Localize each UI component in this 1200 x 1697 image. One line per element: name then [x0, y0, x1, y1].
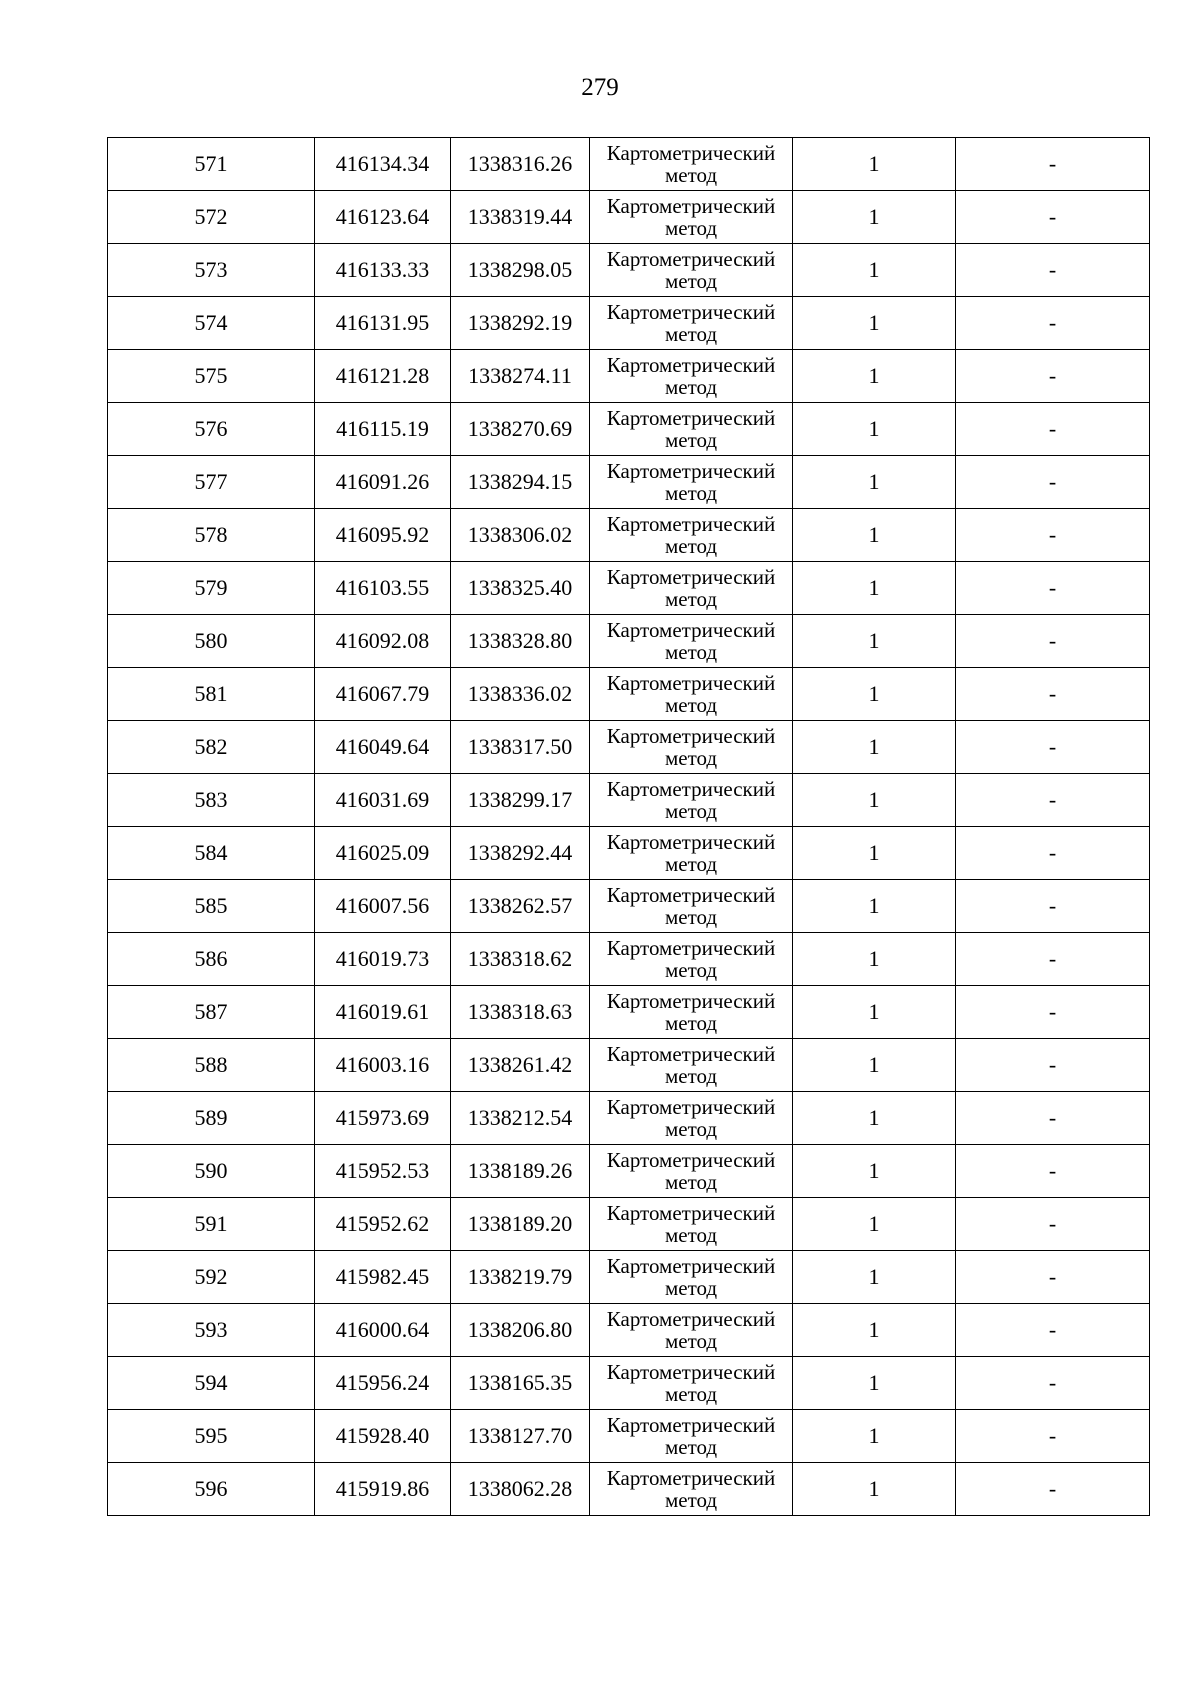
point-number-cell: 592 — [108, 1251, 315, 1304]
accuracy-cell: 1 — [793, 880, 956, 933]
point-number-cell: 588 — [108, 1039, 315, 1092]
x-coordinate-cell: 416131.95 — [315, 297, 451, 350]
x-coordinate-cell: 416025.09 — [315, 827, 451, 880]
table-row — [108, 1251, 1150, 1304]
point-number-cell: 581 — [108, 668, 315, 721]
table-row — [108, 1463, 1150, 1516]
x-coordinate-cell: 416003.16 — [315, 1039, 451, 1092]
point-number-cell: 589 — [108, 1092, 315, 1145]
table-row — [108, 986, 1150, 1039]
x-coordinate-cell: 416134.34 — [315, 138, 451, 191]
x-coordinate-cell: 416067.79 — [315, 668, 451, 721]
table-row — [108, 244, 1150, 297]
method-cell: Картометрический метод — [590, 1463, 793, 1516]
x-coordinate-cell: 416123.64 — [315, 191, 451, 244]
table-row — [108, 1304, 1150, 1357]
note-cell: - — [956, 138, 1150, 191]
accuracy-cell: 1 — [793, 1039, 956, 1092]
method-cell: Картометрический метод — [590, 986, 793, 1039]
y-coordinate-cell: 1338318.63 — [451, 986, 590, 1039]
method-cell: Картометрический метод — [590, 297, 793, 350]
y-coordinate-cell: 1338325.40 — [451, 562, 590, 615]
note-cell: - — [956, 615, 1150, 668]
point-number-cell: 591 — [108, 1198, 315, 1251]
method-cell: Картометрический метод — [590, 1039, 793, 1092]
x-coordinate-cell: 416049.64 — [315, 721, 451, 774]
method-cell: Картометрический метод — [590, 456, 793, 509]
note-cell: - — [956, 1092, 1150, 1145]
point-number-cell: 573 — [108, 244, 315, 297]
point-number-cell: 586 — [108, 933, 315, 986]
accuracy-cell: 1 — [793, 1304, 956, 1357]
note-cell: - — [956, 509, 1150, 562]
note-cell: - — [956, 668, 1150, 721]
accuracy-cell: 1 — [793, 1145, 956, 1198]
note-cell: - — [956, 1304, 1150, 1357]
x-coordinate-cell: 415956.24 — [315, 1357, 451, 1410]
method-cell: Картометрический метод — [590, 244, 793, 297]
accuracy-cell: 1 — [793, 297, 956, 350]
method-cell: Картометрический метод — [590, 1410, 793, 1463]
x-coordinate-cell: 415952.62 — [315, 1198, 451, 1251]
point-number-cell: 574 — [108, 297, 315, 350]
y-coordinate-cell: 1338270.69 — [451, 403, 590, 456]
method-cell: Картометрический метод — [590, 191, 793, 244]
point-number-cell: 584 — [108, 827, 315, 880]
note-cell: - — [956, 297, 1150, 350]
note-cell: - — [956, 774, 1150, 827]
note-cell: - — [956, 1198, 1150, 1251]
y-coordinate-cell: 1338317.50 — [451, 721, 590, 774]
y-coordinate-cell: 1338318.62 — [451, 933, 590, 986]
point-number-cell: 579 — [108, 562, 315, 615]
y-coordinate-cell: 1338292.19 — [451, 297, 590, 350]
accuracy-cell: 1 — [793, 933, 956, 986]
y-coordinate-cell: 1338262.57 — [451, 880, 590, 933]
y-coordinate-cell: 1338212.54 — [451, 1092, 590, 1145]
note-cell: - — [956, 880, 1150, 933]
x-coordinate-cell: 416007.56 — [315, 880, 451, 933]
accuracy-cell: 1 — [793, 138, 956, 191]
point-number-cell: 587 — [108, 986, 315, 1039]
x-coordinate-cell: 416031.69 — [315, 774, 451, 827]
x-coordinate-cell: 416092.08 — [315, 615, 451, 668]
method-cell: Картометрический метод — [590, 933, 793, 986]
y-coordinate-cell: 1338298.05 — [451, 244, 590, 297]
x-coordinate-cell: 415919.86 — [315, 1463, 451, 1516]
method-cell: Картометрический метод — [590, 562, 793, 615]
method-cell: Картометрический метод — [590, 1092, 793, 1145]
y-coordinate-cell: 1338189.20 — [451, 1198, 590, 1251]
coordinates-table-body — [108, 138, 1150, 1516]
note-cell: - — [956, 1145, 1150, 1198]
note-cell: - — [956, 403, 1150, 456]
accuracy-cell: 1 — [793, 1092, 956, 1145]
note-cell: - — [956, 191, 1150, 244]
point-number-cell: 576 — [108, 403, 315, 456]
y-coordinate-cell: 1338316.26 — [451, 138, 590, 191]
point-number-cell: 571 — [108, 138, 315, 191]
method-cell: Картометрический метод — [590, 1357, 793, 1410]
accuracy-cell: 1 — [793, 244, 956, 297]
point-number-cell: 572 — [108, 191, 315, 244]
note-cell: - — [956, 244, 1150, 297]
point-number-cell: 582 — [108, 721, 315, 774]
x-coordinate-cell: 416000.64 — [315, 1304, 451, 1357]
x-coordinate-cell: 415973.69 — [315, 1092, 451, 1145]
y-coordinate-cell: 1338261.42 — [451, 1039, 590, 1092]
x-coordinate-cell: 416103.55 — [315, 562, 451, 615]
note-cell: - — [956, 562, 1150, 615]
table-row — [108, 138, 1150, 191]
accuracy-cell: 1 — [793, 1357, 956, 1410]
method-cell: Картометрический метод — [590, 774, 793, 827]
x-coordinate-cell: 416019.61 — [315, 986, 451, 1039]
accuracy-cell: 1 — [793, 509, 956, 562]
note-cell: - — [956, 827, 1150, 880]
table-row — [108, 1092, 1150, 1145]
table-row — [108, 827, 1150, 880]
point-number-cell: 578 — [108, 509, 315, 562]
method-cell: Картометрический метод — [590, 1145, 793, 1198]
y-coordinate-cell: 1338062.28 — [451, 1463, 590, 1516]
table-row — [108, 350, 1150, 403]
accuracy-cell: 1 — [793, 191, 956, 244]
x-coordinate-cell: 415982.45 — [315, 1251, 451, 1304]
y-coordinate-cell: 1338219.79 — [451, 1251, 590, 1304]
point-number-cell: 577 — [108, 456, 315, 509]
method-cell: Картометрический метод — [590, 721, 793, 774]
y-coordinate-cell: 1338328.80 — [451, 615, 590, 668]
y-coordinate-cell: 1338127.70 — [451, 1410, 590, 1463]
method-cell: Картометрический метод — [590, 615, 793, 668]
accuracy-cell: 1 — [793, 562, 956, 615]
accuracy-cell: 1 — [793, 1198, 956, 1251]
method-cell: Картометрический метод — [590, 138, 793, 191]
y-coordinate-cell: 1338274.11 — [451, 350, 590, 403]
method-cell: Картометрический метод — [590, 350, 793, 403]
coordinates-table — [107, 137, 1150, 1516]
y-coordinate-cell: 1338319.44 — [451, 191, 590, 244]
point-number-cell: 594 — [108, 1357, 315, 1410]
x-coordinate-cell: 416019.73 — [315, 933, 451, 986]
table-row — [108, 721, 1150, 774]
y-coordinate-cell: 1338299.17 — [451, 774, 590, 827]
method-cell: Картометрический метод — [590, 509, 793, 562]
note-cell: - — [956, 350, 1150, 403]
y-coordinate-cell: 1338292.44 — [451, 827, 590, 880]
point-number-cell: 596 — [108, 1463, 315, 1516]
note-cell: - — [956, 933, 1150, 986]
table-row — [108, 456, 1150, 509]
method-cell: Картометрический метод — [590, 403, 793, 456]
accuracy-cell: 1 — [793, 1463, 956, 1516]
note-cell: - — [956, 986, 1150, 1039]
point-number-cell: 580 — [108, 615, 315, 668]
table-row — [108, 774, 1150, 827]
x-coordinate-cell: 416095.92 — [315, 509, 451, 562]
table-row — [108, 933, 1150, 986]
table-row — [108, 191, 1150, 244]
table-row — [108, 1039, 1150, 1092]
note-cell: - — [956, 1251, 1150, 1304]
table-row — [108, 509, 1150, 562]
x-coordinate-cell: 416121.28 — [315, 350, 451, 403]
y-coordinate-cell: 1338294.15 — [451, 456, 590, 509]
x-coordinate-cell: 415952.53 — [315, 1145, 451, 1198]
note-cell: - — [956, 1039, 1150, 1092]
y-coordinate-cell: 1338189.26 — [451, 1145, 590, 1198]
point-number-cell: 590 — [108, 1145, 315, 1198]
accuracy-cell: 1 — [793, 721, 956, 774]
table-row — [108, 1198, 1150, 1251]
note-cell: - — [956, 721, 1150, 774]
y-coordinate-cell: 1338206.80 — [451, 1304, 590, 1357]
accuracy-cell: 1 — [793, 403, 956, 456]
x-coordinate-cell: 416091.26 — [315, 456, 451, 509]
point-number-cell: 575 — [108, 350, 315, 403]
y-coordinate-cell: 1338306.02 — [451, 509, 590, 562]
note-cell: - — [956, 1410, 1150, 1463]
accuracy-cell: 1 — [793, 774, 956, 827]
x-coordinate-cell: 415928.40 — [315, 1410, 451, 1463]
accuracy-cell: 1 — [793, 615, 956, 668]
y-coordinate-cell: 1338165.35 — [451, 1357, 590, 1410]
page-number: 279 — [581, 74, 619, 101]
method-cell: Картометрический метод — [590, 827, 793, 880]
table-row — [108, 562, 1150, 615]
y-coordinate-cell: 1338336.02 — [451, 668, 590, 721]
note-cell: - — [956, 456, 1150, 509]
accuracy-cell: 1 — [793, 986, 956, 1039]
method-cell: Картометрический метод — [590, 1251, 793, 1304]
table-row — [108, 1357, 1150, 1410]
table-row — [108, 880, 1150, 933]
method-cell: Картометрический метод — [590, 1304, 793, 1357]
note-cell: - — [956, 1357, 1150, 1410]
method-cell: Картометрический метод — [590, 880, 793, 933]
accuracy-cell: 1 — [793, 668, 956, 721]
method-cell: Картометрический метод — [590, 668, 793, 721]
point-number-cell: 583 — [108, 774, 315, 827]
table-row — [108, 668, 1150, 721]
table-row — [108, 1410, 1150, 1463]
point-number-cell: 585 — [108, 880, 315, 933]
method-cell: Картометрический метод — [590, 1198, 793, 1251]
table-row — [108, 615, 1150, 668]
x-coordinate-cell: 416115.19 — [315, 403, 451, 456]
point-number-cell: 595 — [108, 1410, 315, 1463]
table-row — [108, 403, 1150, 456]
accuracy-cell: 1 — [793, 1410, 956, 1463]
accuracy-cell: 1 — [793, 350, 956, 403]
note-cell: - — [956, 1463, 1150, 1516]
accuracy-cell: 1 — [793, 456, 956, 509]
table-row — [108, 1145, 1150, 1198]
table-row — [108, 297, 1150, 350]
x-coordinate-cell: 416133.33 — [315, 244, 451, 297]
point-number-cell: 593 — [108, 1304, 315, 1357]
accuracy-cell: 1 — [793, 827, 956, 880]
accuracy-cell: 1 — [793, 1251, 956, 1304]
